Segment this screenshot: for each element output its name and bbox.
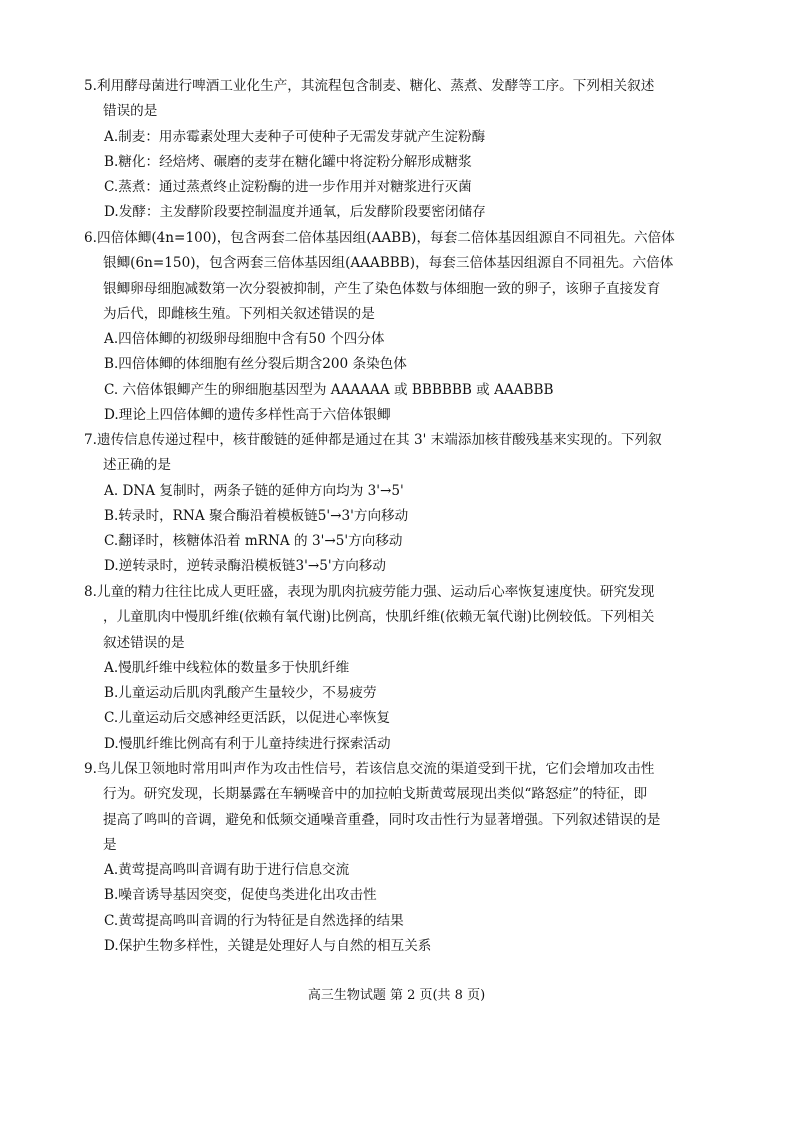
question-stem-line: 是: [103, 836, 117, 853]
option-a: A.四倍体鲫的初级卵母细胞中含有50 个四分体: [104, 331, 385, 348]
option-a: A.慢肌纤维中线粒体的数量多于快肌纤维: [104, 659, 350, 676]
option-d: D.发酵：主发酵阶段要控制温度并通氧，后发酵阶段要密闭储存: [104, 204, 486, 221]
question-7: [84, 428, 714, 580]
option-b: B.儿童运动后肌肉乳酸产生量较少，不易疲劳: [104, 685, 377, 702]
option-c: C.儿童运动后交感神经更活跃，以促进心率恢复: [104, 710, 391, 727]
option-a: A. DNA 复制时，两条子链的延伸方向均为 3'→5': [104, 482, 404, 499]
question-stem-line: 提高了鸣叫的音调，避免和低频交通噪音重叠，同时攻击性行为显著增强。下列叙述错误的是: [103, 811, 661, 828]
question-stem-line: 银鲫(6n=150)，包含两套三倍体基因组(AAABBB)，每套三倍体基因组源自不同祖先。六倍体: [103, 255, 674, 272]
question-stem-line: ，儿童肌肉中慢肌纤维(依赖有氧代谢)比例高，快肌纤维(依赖无氧代谢)比例较低。下列相关: [103, 609, 655, 626]
question-8: [84, 580, 714, 757]
option-a: A.制麦：用赤霉素处理大麦种子可使种子无需发芽就产生淀粉酶: [104, 128, 486, 145]
option-d: D.理论上四倍体鲫的遗传多样性高于六倍体银鲫: [104, 407, 391, 424]
option-b: B.四倍体鲫的体细胞有丝分裂后期含200 条染色体: [104, 356, 407, 373]
option-c: C.黄莺提高鸣叫音调的行为特征是自然选择的结果: [104, 912, 404, 929]
option-d: D.保护生物多样性，关键是处理好人与自然的相互关系: [104, 938, 432, 955]
option-b: B.噪音诱导基因突变，促使鸟类进化出攻击性: [104, 887, 377, 904]
question-stem-line: 述正确的是: [103, 457, 171, 474]
option-c: C.蒸煮：通过蒸煮终止淀粉酶的进一步作用并对糖浆进行灭菌: [104, 179, 472, 196]
option-a: A.黄莺提高鸣叫音调有助于进行信息交流: [104, 862, 350, 879]
question-stem-line: 叙述错误的是: [103, 634, 185, 651]
option-d: D.逆转录时，逆转录酶沿模板链3'→5'方向移动: [104, 558, 386, 575]
question-stem-line: 行为。研究发现，长期暴露在车辆噪音中的加拉帕戈斯黄莺展现出类似“路怒症”的特征，即: [103, 786, 648, 803]
question-9: [84, 757, 714, 959]
question-stem-line: 为后代，即雌核生殖。下列相关叙述错误的是: [103, 305, 375, 322]
question-stem-line: 6.四倍体鲫(4n=100)，包含两套二倍体基因组(AABB)，每套二倍体基因组源自不同祖先。六倍体: [84, 230, 675, 246]
option-c: C. 六倍体银鲫产生的卵细胞基因型为 AAAAAA 或 BBBBBB 或 AAABBB: [104, 381, 554, 398]
question-stem-line: 9.鸟儿保卫领地时常用叫声作为攻击性信号，若该信息交流的渠道受到干扰，它们会增加攻击性: [84, 761, 655, 777]
question-stem-line: 8.儿童的精力往往比成人更旺盛，表现为肌肉抗疲劳能力强、运动后心率恢复速度快。研究发现: [84, 584, 655, 600]
question-stem-line: 5.利用酵母菌进行啤酒工业化生产，其流程包含制麦、糖化、蒸煮、发酵等工序。下列相关叙述: [84, 78, 655, 94]
question-6: [84, 226, 714, 428]
question-stem-line: 错误的是: [103, 103, 158, 120]
option-b: B.转录时，RNA 聚合酶沿着模板链5'→3'方向移动: [104, 507, 409, 524]
question-stem-line: 银鲫卵母细胞减数第一次分裂被抑制，产生了染色体数与体细胞一致的卵子，该卵子直接发育: [103, 280, 661, 297]
option-c: C.翻译时，核糖体沿着 mRNA 的 3'→5'方向移动: [104, 533, 403, 550]
option-b: B.糖化：经焙烤、碾磨的麦芽在糖化罐中将淀粉分解形成糖浆: [104, 153, 472, 170]
page-footer: 高三生物试题 第 2 页(共 8 页): [307, 988, 486, 1003]
question-5: [84, 74, 714, 226]
option-d: D.慢肌纤维比例高有利于儿童持续进行探索活动: [104, 735, 391, 752]
question-stem-line: 7.遗传信息传递过程中，核苷酸链的延伸都是通过在其 3' 末端添加核苷酸残基来实现的。下列叙: [84, 432, 662, 448]
